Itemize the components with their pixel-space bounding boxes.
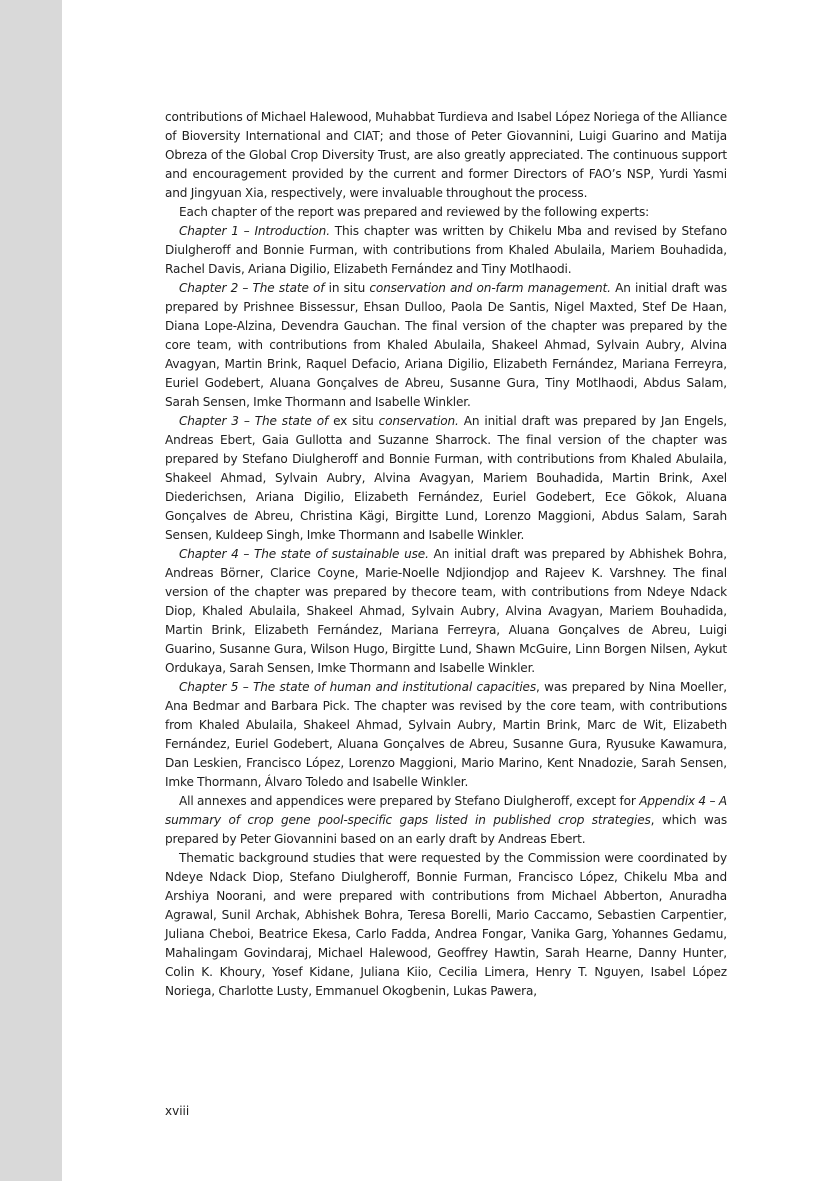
paragraph-chapter-4	[165, 545, 727, 678]
chapter-title: conservation.	[378, 414, 459, 428]
paragraph-annexes	[165, 792, 727, 849]
body-text	[165, 108, 727, 1001]
text-segment: An initial draft was prepared by Jan Engels, Andreas Ebert, Gaia Gullotta and Suzanne Sharrock. The final version of the chapter was prepared by Stefano Diulgheroff and Bonnie Furman, with contributions from Khaled Abulaila, Shakeel Ahmad, Sylvain Aubry, Alvina Avagyan, Mariem Bouhadida, Martin Brink, Axel Diederichsen, Ariana Digilio, Elizabeth Fernández, Euriel Godebert, Ece Gökok, Aluana Gonçalves de Abreu, Christina Kägi, Birgitte Lund, Lorenzo Maggioni, Abdus Salam, Sarah Sensen, Kuldeep Singh, Imke Thormann and Isabelle Winkler.	[165, 414, 727, 542]
text-segment: All annexes and appendices were prepared by Stefano Diulgheroff, except for	[179, 794, 640, 808]
text-segment: ex situ	[328, 414, 379, 428]
page-margin-band	[0, 0, 62, 1181]
text-segment: Thematic background studies that were requested by the Commission were coordinated by Ndeye Ndack Diop, Stefano Diulgheroff, Bonnie Furman, Francisco López, Chikelu Mba and Arshiya Noorani, and were prepared with contributions from Michael Abberton, Anuradha Agrawal, Sunil Archak, Abhishek Bohra, Teresa Borelli, Mario Caccamo, Sebastien Carpentier, Juliana Cheboi, Beatrice Ekesa, Carlo Fadda, Andrea Fongar, Vanika Garg, Yohannes Gedamu, Mahalingam Govindaraj, Michael Halewood, Geoffrey Hawtin, Sarah Hearne, Danny Hunter, Colin K. Khoury, Yosef Kidane, Juliana Kiio, Cecilia Limera, Henry T. Nguyen, Isabel López Noriega, Charlotte Lusty, Emmanuel Okogbenin, Lukas Pawera,	[165, 851, 727, 998]
paragraph-intro	[165, 203, 727, 222]
text-segment: contributions of Michael Halewood, Muhabbat Turdieva and Isabel López Noriega of the Alliance of Bioversity International and CIAT; and those of Peter Giovannini, Luigi Guarino and Matija Obreza of the Global Crop Diversity Trust, are also greatly appreciated. The continuous support and encouragement provided by the current and former Directors of FAO’s NSP, Yurdi Yasmi and Jingyuan Xia, respectively, were invaluable throughout the process.	[165, 110, 727, 200]
chapter-title: Chapter 1 – Introduction.	[179, 224, 330, 238]
paragraph-chapter-2	[165, 279, 727, 412]
paragraph-chapter-3	[165, 412, 727, 545]
page-number: xviii	[165, 1104, 190, 1118]
appendix-title: Appendix 4 – A summary of crop gene pool-specific gaps listed in published crop strategies	[165, 794, 727, 827]
chapter-title: Chapter 2 – The state of	[179, 281, 325, 295]
paragraph-thematic-studies	[165, 849, 727, 1001]
paragraph-continuation	[165, 108, 727, 203]
paragraph-chapter-5	[165, 678, 727, 792]
chapter-title: Chapter 5 – The state of human and institutional capacities	[179, 680, 536, 694]
text-segment: , was prepared by Nina Moeller, Ana Bedmar and Barbara Pick. The chapter was revised by the core team, with contributions from Khaled Abulaila, Shakeel Ahmad, Sylvain Aubry, Martin Brink, Marc de Wit, Elizabeth Fernández, Euriel Godebert, Aluana Gonçalves de Abreu, Susanne Gura, Ryusuke Kawamura, Dan Leskien, Francisco López, Lorenzo Maggioni, Mario Marino, Kent Nnadozie, Sarah Sensen, Imke Thormann, Álvaro Toledo and Isabelle Winkler.	[165, 680, 727, 789]
chapter-title: Chapter 3 – The state of	[179, 414, 329, 428]
text-segment: This chapter was written by Chikelu Mba and revised by Stefano Diulgheroff and Bonnie Furman, with contributions from Khaled Abulaila, Mariem Bouhadida, Rachel Davis, Ariana Digilio, Elizabeth Fernández and Tiny Motlhaodi.	[165, 224, 727, 276]
chapter-title: conservation and on-farm management.	[369, 281, 611, 295]
text-segment: Each chapter of the report was prepared and reviewed by the following experts:	[179, 205, 650, 219]
paragraph-chapter-1	[165, 222, 727, 279]
text-segment: , which was prepared by Peter Giovannini based on an early draft by Andreas Ebert.	[165, 813, 727, 846]
text-segment: An initial draft was prepared by Prishnee Bissessur, Ehsan Dulloo, Paola De Santis, Nigel Maxted, Stef De Haan, Diana Lope-Alzina, Devendra Gauchan. The final version of the chapter was prepared by the core team, with contributions from Khaled Abulaila, Shakeel Ahmad, Sylvain Aubry, Alvina Avagyan, Martin Brink, Raquel Defacio, Ariana Digilio, Elizabeth Fernández, Mariana Ferreyra, Euriel Godebert, Aluana Gonçalves de Abreu, Susanne Gura, Tiny Motlhaodi, Abdus Salam, Sarah Sensen, Imke Thormann and Isabelle Winkler.	[165, 281, 727, 409]
text-segment: in situ	[324, 281, 370, 295]
chapter-title: Chapter 4 – The state of sustainable use.	[179, 547, 429, 561]
text-segment: An initial draft was prepared by Abhishek Bohra, Andreas Börner, Clarice Coyne, Marie-Noelle Ndjiondjop and Rajeev K. Varshney. The final version of the chapter was prepared by thecore team, with contributions from Ndeye Ndack Diop, Khaled Abulaila, Shakeel Ahmad, Sylvain Aubry, Alvina Avagyan, Mariem Bouhadida, Martin Brink, Elizabeth Fernández, Mariana Ferreyra, Aluana Gonçalves de Abreu, Luigi Guarino, Susanne Gura, Wilson Hugo, Birgitte Lund, Shawn McGuire, Linn Borgen Nilsen, Aykut Ordukaya, Sarah Sensen, Imke Thormann and Isabelle Winkler.	[165, 547, 727, 675]
